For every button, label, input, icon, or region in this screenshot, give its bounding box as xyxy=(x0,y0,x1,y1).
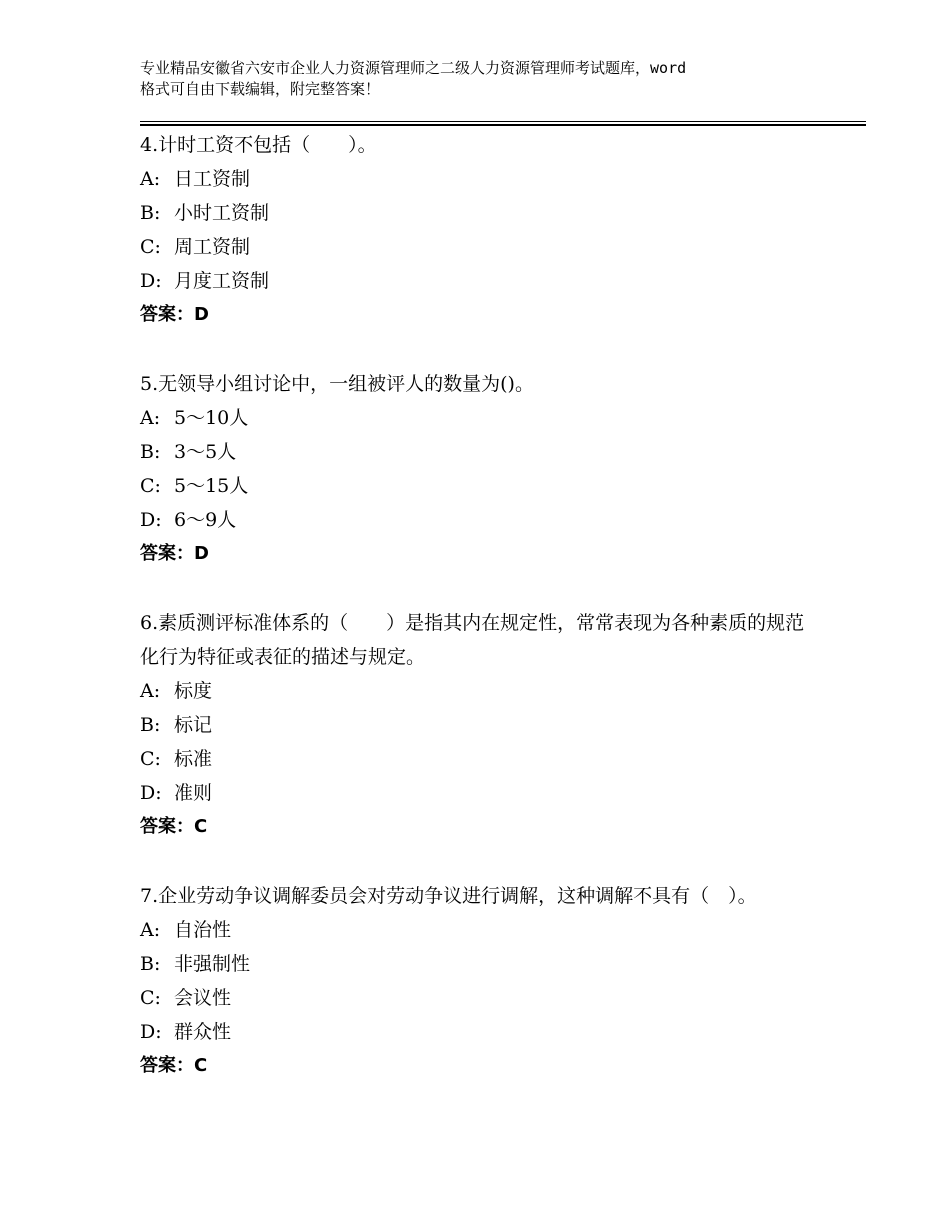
option-b xyxy=(140,708,820,742)
answer-line: 答案：C xyxy=(140,1055,208,1076)
option-letter: D: xyxy=(140,782,162,804)
option-d xyxy=(140,1015,820,1049)
option-a xyxy=(140,913,820,947)
option-text: 3～5人 xyxy=(174,441,237,463)
option-text: 群众性 xyxy=(174,1021,232,1043)
option-text: 5～15人 xyxy=(174,475,249,497)
option-text: 准则 xyxy=(174,782,213,804)
option-letter: C: xyxy=(140,748,161,770)
option-text: 5～10人 xyxy=(174,407,249,429)
option-d xyxy=(140,264,820,298)
option-b xyxy=(140,435,820,469)
option-letter: A: xyxy=(140,919,161,941)
option-letter: A: xyxy=(140,168,161,190)
question-list xyxy=(140,128,820,1118)
option-c xyxy=(140,981,820,1015)
option-letter: B: xyxy=(140,202,161,224)
header-line-1: 专业精品安徽省六安市企业人力资源管理师之二级人力资源管理师考试题库，word xyxy=(140,59,687,77)
option-letter: D: xyxy=(140,1021,162,1043)
option-letter: A: xyxy=(140,680,161,702)
option-text: 标度 xyxy=(174,680,213,702)
option-a xyxy=(140,162,820,196)
question-text: 5.无领导小组讨论中，一组被评人的数量为()。 xyxy=(140,373,534,395)
option-letter: D: xyxy=(140,509,162,531)
option-text: 6～9人 xyxy=(174,509,237,531)
question-4 xyxy=(140,128,820,332)
option-text: 月度工资制 xyxy=(174,270,270,292)
answer-line: 答案：D xyxy=(140,304,209,325)
option-letter: B: xyxy=(140,953,161,975)
option-text: 周工资制 xyxy=(174,236,251,258)
header-divider-thin xyxy=(140,121,866,122)
question-text: 7.企业劳动争议调解委员会对劳动争议进行调解，这种调解不具有（ ）。 xyxy=(140,885,757,907)
option-text: 日工资制 xyxy=(174,168,251,190)
option-letter: B: xyxy=(140,714,161,736)
option-letter: D: xyxy=(140,270,162,292)
option-letter: A: xyxy=(140,407,161,429)
question-6 xyxy=(140,606,820,844)
option-text: 标准 xyxy=(174,748,213,770)
option-d xyxy=(140,776,820,810)
option-b xyxy=(140,947,820,981)
option-text: 会议性 xyxy=(174,987,232,1009)
option-text: 自治性 xyxy=(174,919,232,941)
option-letter: C: xyxy=(140,475,161,497)
option-text: 小时工资制 xyxy=(174,202,270,224)
question-7 xyxy=(140,879,820,1083)
header-line-2: 格式可自由下载编辑，附完整答案！ xyxy=(140,80,381,98)
option-text: 非强制性 xyxy=(174,953,251,975)
option-c xyxy=(140,469,820,503)
option-d xyxy=(140,503,820,537)
option-b xyxy=(140,196,820,230)
option-c xyxy=(140,742,820,776)
question-5 xyxy=(140,367,820,571)
option-a xyxy=(140,674,820,708)
document-header xyxy=(140,58,840,100)
option-letter: C: xyxy=(140,236,161,258)
option-letter: B: xyxy=(140,441,161,463)
option-a xyxy=(140,401,820,435)
question-text: 4.计时工资不包括（ ）。 xyxy=(140,134,377,156)
header-divider-thick xyxy=(140,124,866,126)
answer-line: 答案：D xyxy=(140,543,209,564)
answer-line: 答案：C xyxy=(140,816,208,837)
option-c xyxy=(140,230,820,264)
question-text: 6.素质测评标准体系的（ ）是指其内在规定性，常常表现为各种素质的规范化行为特征或表征的描述与规定。 xyxy=(140,612,805,668)
option-letter: C: xyxy=(140,987,161,1009)
option-text: 标记 xyxy=(174,714,213,736)
